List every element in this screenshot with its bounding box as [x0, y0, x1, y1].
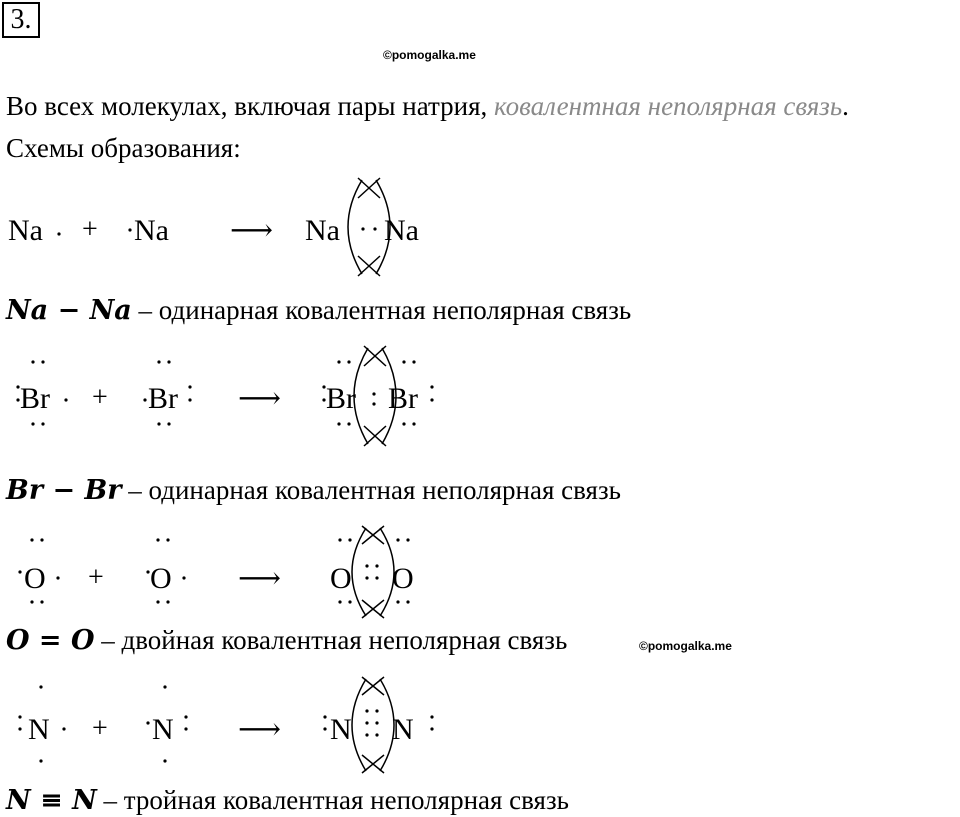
formula-description: – тройная ковалентная неполярная связь	[103, 785, 569, 815]
electron-dot	[40, 600, 43, 603]
electron-dot	[64, 398, 67, 401]
electron-dot	[412, 422, 415, 425]
scheme-br	[0, 340, 560, 460]
electron-dot	[30, 538, 33, 541]
reaction-arrow: ⟶	[238, 382, 282, 415]
formula-line-3	[6, 624, 567, 657]
electron-dot	[40, 538, 43, 541]
electron-dot	[365, 733, 368, 736]
electron-dot	[348, 600, 351, 603]
plus-sign: +	[92, 382, 108, 413]
electron-dot	[188, 398, 191, 401]
atom-o-left: O	[24, 562, 46, 595]
bond-lens	[352, 677, 394, 773]
electron-dot	[18, 727, 21, 730]
electron-dot	[188, 385, 191, 388]
task-number: 3.	[2, 2, 40, 38]
electron-dot	[412, 360, 415, 363]
plus-sign: +	[88, 562, 104, 593]
formula: N ≡ N	[6, 785, 97, 816]
electron-dot	[157, 422, 160, 425]
electron-dot	[323, 715, 326, 718]
watermark-middle: ©pomogalka.me	[639, 639, 732, 653]
electron-dot	[347, 360, 350, 363]
reaction-arrow: ⟶	[230, 214, 274, 247]
product-o-left: O	[330, 562, 352, 595]
electron-dot	[373, 227, 376, 230]
electron-dot	[323, 727, 326, 730]
electron-dot	[157, 360, 160, 363]
electron-dot	[163, 759, 166, 762]
electron-dot	[347, 422, 350, 425]
product-br-right: Br	[388, 382, 418, 415]
formula-line-2	[6, 474, 621, 507]
formula: Na − Na	[6, 295, 132, 326]
atom-na-right: Na	[134, 214, 169, 247]
product-br-left: Br	[326, 382, 356, 415]
electron-dot	[166, 600, 169, 603]
plus-sign: +	[82, 214, 98, 245]
electron-dot	[365, 576, 368, 579]
plus-sign: +	[92, 713, 108, 744]
electron-dot	[338, 600, 341, 603]
product-o-right: O	[392, 562, 414, 595]
electron-dot	[167, 422, 170, 425]
atom-br-left: Br	[20, 382, 50, 415]
formula: O = O	[6, 625, 95, 656]
electron-dot	[156, 538, 159, 541]
intro-line-1	[6, 90, 849, 122]
atom-o-right: O	[150, 562, 172, 595]
electron-dot	[167, 360, 170, 363]
atom-na-left: Na	[8, 214, 43, 247]
formula-description: – двойная ковалентная неполярная связь	[101, 625, 568, 655]
electron-dot	[39, 685, 42, 688]
product-n-right: N	[392, 713, 414, 746]
bond-lens	[352, 526, 394, 618]
atom-n-left: N	[28, 713, 50, 746]
intro-line-2: Схемы образования:	[6, 133, 241, 163]
electron-dot	[402, 422, 405, 425]
electron-dot	[143, 398, 146, 401]
electron-dot	[396, 538, 399, 541]
reaction-arrow: ⟶	[238, 713, 282, 746]
electron-dot	[62, 727, 65, 730]
electron-dot	[430, 398, 433, 401]
electron-dot	[166, 538, 169, 541]
electron-dot	[128, 228, 131, 231]
formula-description: – одинарная ковалентная неполярная связь	[138, 295, 632, 325]
product-na-left: Na	[305, 214, 340, 247]
electron-dot	[56, 576, 59, 579]
electron-dot	[365, 564, 368, 567]
electron-dot	[365, 721, 368, 724]
intro-period: .	[842, 91, 849, 121]
electron-dot	[372, 392, 375, 395]
electron-dot	[30, 600, 33, 603]
scheme-na	[0, 172, 560, 292]
electron-dot	[338, 538, 341, 541]
electron-dot	[57, 232, 60, 235]
watermark-top: ©pomogalka.me	[383, 48, 476, 62]
formula: Br − Br	[6, 475, 122, 506]
electron-dot	[184, 715, 187, 718]
formula-description: – одинарная ковалентная неполярная связь	[128, 475, 621, 505]
electron-dot	[337, 360, 340, 363]
atom-n-right: N	[152, 713, 174, 746]
electron-dot	[18, 570, 21, 573]
electron-dot	[18, 715, 21, 718]
electron-dot	[375, 564, 378, 567]
intro-text: Во всех молекулах, включая пары натрия,	[6, 91, 488, 121]
electron-dot	[396, 600, 399, 603]
electron-dot	[430, 715, 433, 718]
electron-dot	[163, 685, 166, 688]
electron-dot	[39, 759, 42, 762]
scheme-n	[0, 668, 560, 788]
electron-dot	[372, 402, 375, 405]
formula-line-1	[6, 294, 631, 327]
product-na-right: Na	[384, 214, 419, 247]
electron-dot	[146, 721, 149, 724]
electron-dot	[41, 360, 44, 363]
electron-dot	[182, 576, 185, 579]
electron-dot	[31, 360, 34, 363]
electron-dot	[406, 538, 409, 541]
electron-dot	[337, 422, 340, 425]
intro-highlight: ковалентная неполярная связь	[494, 91, 843, 121]
electron-dot	[430, 727, 433, 730]
electron-dot	[402, 360, 405, 363]
atom-br-right: Br	[148, 382, 178, 415]
electron-dot	[348, 538, 351, 541]
electron-dot	[406, 600, 409, 603]
electron-dot	[184, 727, 187, 730]
electron-dot	[41, 422, 44, 425]
scheme-o	[0, 512, 560, 632]
electron-dot	[375, 721, 378, 724]
electron-dot	[361, 227, 364, 230]
formula-line-4	[6, 784, 569, 817]
electron-dot	[430, 385, 433, 388]
electron-dot	[375, 733, 378, 736]
electron-dot	[375, 709, 378, 712]
reaction-arrow: ⟶	[238, 562, 282, 595]
electron-dot	[31, 422, 34, 425]
product-n-left: N	[330, 713, 352, 746]
electron-dot	[365, 709, 368, 712]
electron-dot	[375, 576, 378, 579]
electron-dot	[156, 600, 159, 603]
